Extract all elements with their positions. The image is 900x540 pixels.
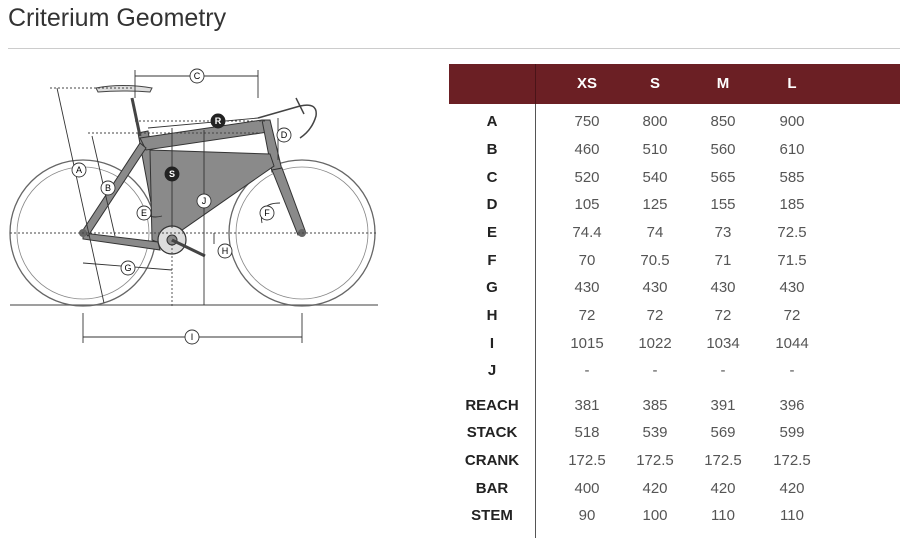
table-row xyxy=(449,302,900,329)
row-label: D xyxy=(486,196,498,213)
row-label: STEM xyxy=(471,507,513,524)
table-cell: 460 xyxy=(574,141,600,158)
row-label: C xyxy=(486,169,498,186)
table-cell: 430 xyxy=(574,279,600,296)
table-row xyxy=(449,108,900,135)
row-label: B xyxy=(486,141,498,158)
table-cell: 610 xyxy=(779,141,805,158)
table-header xyxy=(449,64,900,104)
diagram-label-e xyxy=(137,206,151,220)
table-cell: 72 xyxy=(578,307,596,324)
table-cell: 1015 xyxy=(570,335,604,352)
table-cell: 599 xyxy=(779,424,805,441)
svg-text:H: H xyxy=(221,246,229,256)
svg-text:C: C xyxy=(193,71,201,81)
table-cell: 72 xyxy=(714,307,732,324)
table-cell: 430 xyxy=(779,279,805,296)
table-cell: 510 xyxy=(642,141,668,158)
table-cell: 385 xyxy=(642,397,668,414)
diagram-label-h xyxy=(218,244,232,258)
table-row xyxy=(449,392,900,419)
table-row xyxy=(449,357,900,384)
table-cell: - xyxy=(789,362,795,379)
table-cell: 74 xyxy=(646,224,664,241)
diagram-label-b xyxy=(101,181,115,195)
svg-text:E: E xyxy=(140,208,148,218)
table-cell: 90 xyxy=(578,507,596,524)
table-cell: 560 xyxy=(710,141,736,158)
table-row xyxy=(449,136,900,163)
row-label: I xyxy=(489,335,495,352)
table-cell: 110 xyxy=(711,507,735,524)
table-row xyxy=(449,191,900,218)
table-cell: 71.5 xyxy=(777,252,807,269)
crankset xyxy=(158,226,205,256)
diagram-label-r xyxy=(211,114,225,128)
table-cell: 800 xyxy=(642,113,668,130)
row-label: F xyxy=(487,252,497,269)
svg-text:G: G xyxy=(124,263,132,273)
table-row xyxy=(449,274,900,301)
geometry-table xyxy=(449,64,900,524)
svg-text:J: J xyxy=(201,196,207,206)
row-label: G xyxy=(486,279,498,296)
diagram-label-i xyxy=(185,330,199,344)
table-cell: 172.5 xyxy=(773,452,811,469)
table-cell: 540 xyxy=(642,169,668,186)
table-cell: 1034 xyxy=(706,335,740,352)
table-cell: 430 xyxy=(642,279,668,296)
row-label: J xyxy=(487,362,497,379)
table-cell: 172.5 xyxy=(636,452,674,469)
table-cell: 420 xyxy=(642,480,668,497)
header-divider xyxy=(535,64,536,104)
table-cell: 185 xyxy=(779,196,805,213)
row-label: H xyxy=(486,307,498,324)
svg-text:F: F xyxy=(264,208,270,218)
table-cell: 100 xyxy=(642,507,668,524)
table-cell: - xyxy=(652,362,658,379)
row-label: E xyxy=(486,224,497,241)
table-cell: 1044 xyxy=(775,335,809,352)
bike-frame xyxy=(83,120,306,250)
header-size-s: S xyxy=(649,75,660,92)
table-cell: 172.5 xyxy=(568,452,606,469)
seatpost xyxy=(132,98,140,136)
table-cell: - xyxy=(720,362,726,379)
table-cell: 172.5 xyxy=(704,452,742,469)
diagram-label-f xyxy=(260,206,274,220)
row-label: REACH xyxy=(465,397,519,414)
table-cell: 420 xyxy=(779,480,805,497)
table-cell: 518 xyxy=(574,424,600,441)
table-cell: 565 xyxy=(710,169,736,186)
label-column-divider xyxy=(535,104,536,538)
row-label: CRANK xyxy=(464,452,520,469)
diagram-label-c xyxy=(190,69,204,83)
diagram-label-a xyxy=(72,163,86,177)
svg-text:B: B xyxy=(104,183,112,193)
row-label: BAR xyxy=(475,480,509,497)
table-row xyxy=(449,475,900,502)
table-cell: 585 xyxy=(779,169,805,186)
svg-text:D: D xyxy=(280,130,288,140)
page-title: Criterium Geometry xyxy=(8,4,227,32)
table-cell: 420 xyxy=(710,480,736,497)
diagram-label-d xyxy=(277,128,291,142)
saddle xyxy=(96,86,152,93)
table-cell: 72 xyxy=(646,307,664,324)
table-cell: 110 xyxy=(780,507,804,524)
table-cell: 1022 xyxy=(638,335,672,352)
svg-text:I: I xyxy=(190,332,194,342)
table-cell: 72 xyxy=(783,307,801,324)
table-cell: 73 xyxy=(714,224,732,241)
header-size-xs: XS xyxy=(576,75,597,92)
table-cell: 539 xyxy=(642,424,668,441)
table-cell: 125 xyxy=(642,196,668,213)
table-row xyxy=(449,502,900,529)
table-cell: 750 xyxy=(574,113,600,130)
table-cell: 381 xyxy=(574,397,600,414)
diagram-label-s xyxy=(165,167,179,181)
bike-geometry-diagram xyxy=(0,58,440,358)
table-row xyxy=(449,164,900,191)
table-row xyxy=(449,219,900,246)
table-cell: 105 xyxy=(574,196,600,213)
header-size-l: L xyxy=(787,75,797,92)
diagram-label-j xyxy=(197,194,211,208)
row-label: STACK xyxy=(466,424,518,441)
svg-text:R: R xyxy=(214,116,222,126)
table-cell: 71 xyxy=(714,252,732,269)
table-cell: 400 xyxy=(574,480,600,497)
table-row xyxy=(449,247,900,274)
table-cell: - xyxy=(584,362,590,379)
table-cell: 155 xyxy=(710,196,736,213)
table-cell: 900 xyxy=(779,113,805,130)
table-row xyxy=(449,419,900,446)
table-cell: 520 xyxy=(574,169,600,186)
table-cell: 569 xyxy=(710,424,736,441)
table-cell: 72.5 xyxy=(777,224,807,241)
diagram-label-g xyxy=(121,261,135,275)
header-size-m: M xyxy=(716,75,730,92)
title-divider xyxy=(8,48,900,49)
table-cell: 74.4 xyxy=(572,224,602,241)
table-row xyxy=(449,330,900,357)
svg-text:A: A xyxy=(75,165,83,175)
table-row xyxy=(449,447,900,474)
svg-text:S: S xyxy=(168,169,176,179)
table-cell: 70 xyxy=(578,252,596,269)
row-label: A xyxy=(486,113,498,130)
table-cell: 391 xyxy=(710,397,736,414)
table-cell: 430 xyxy=(710,279,736,296)
table-cell: 850 xyxy=(710,113,736,130)
table-cell: 396 xyxy=(779,397,805,414)
table-cell: 70.5 xyxy=(640,252,670,269)
